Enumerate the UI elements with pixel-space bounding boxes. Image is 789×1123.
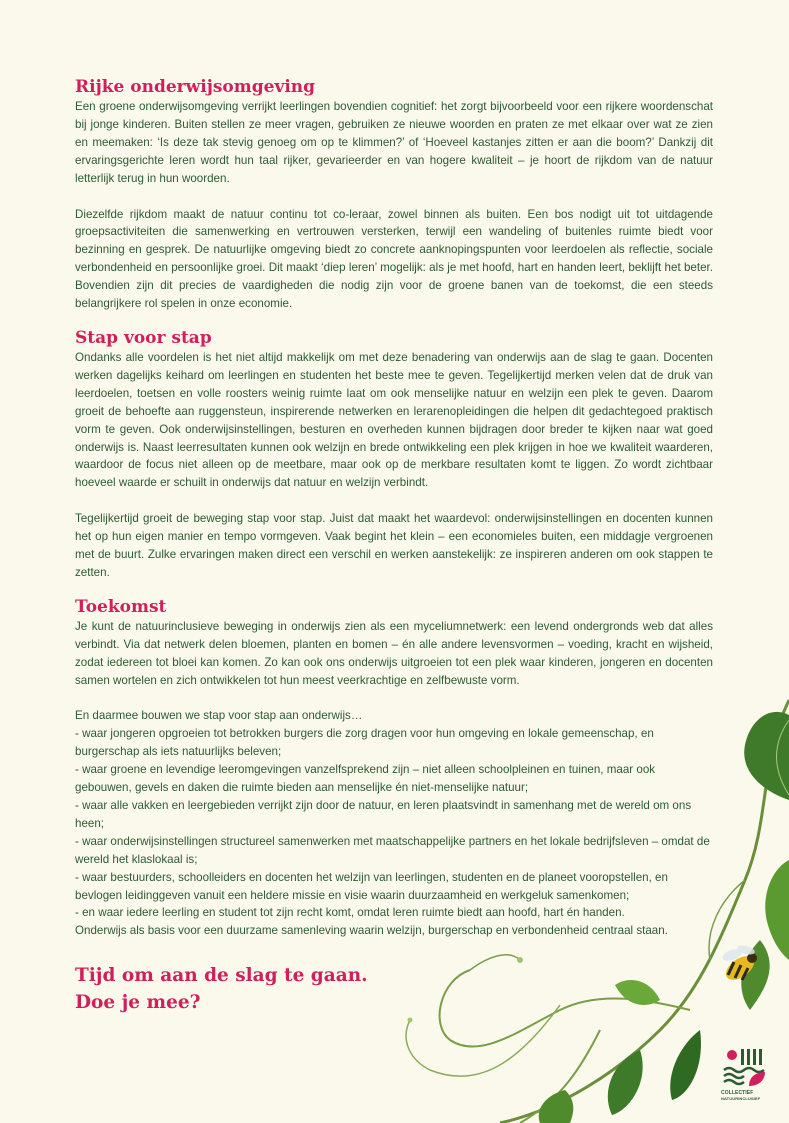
list-item: - waar alle vakken en leergebieden verrijkt zijn door de natuur, en leren plaatsvindt in samenhang met de wereld om ons heen; — [75, 799, 692, 830]
logo-mark-icon — [721, 1046, 767, 1088]
leaf — [608, 1050, 643, 1115]
list-item: - en waar iedere leerling en student tot zijn recht komt, omdat leren ruimte biedt aan hoofd, hart én handen. — [75, 906, 625, 920]
list-outro: Onderwijs als basis voor een duurzame samenleving waarin welzijn, burgerschap en verbondenheid centraal staan. — [75, 924, 668, 938]
closing-call-to-action — [75, 962, 713, 1016]
section-heading-stap-voor-stap: Stap voor stap — [75, 327, 212, 348]
collectief-natuurinclusief-logo — [721, 1046, 767, 1104]
leaf-vein — [777, 720, 789, 795]
paragraph: Diezelfde rijkdom maakt de natuur continu tot co-leraar, zowel binnen als buiten. Een bos nodigt uit tot uitdagende groepsactiviteiten die samenwerking en vertrouwen versterken, terwijl een wandeling of buitenles ruimte biedt voor bezinning en gesprek. De natuurlijke omgeving biedt zo concrete aanknopingspunten voor leerdoelen als reflectie, sociale verbondenheid en persoonlijke groei. Dit maakt ‘diep leren’ mogelijk: als je met hoofd, hart en handen leert, beklijft het beter. Bovendien zijn dit precies de vaardigheden die nodig zijn voor de groene banen van de toekomst, die een steeds belangrijkere rol spelen in onze economie. — [75, 207, 713, 311]
section-heading-rijke-onderwijsomgeving: Rijke onderwijsomgeving — [75, 77, 316, 97]
logo-text — [721, 1090, 767, 1102]
list-item: - waar onderwijsinstellingen structureel samenwerken met maatschappelijke partners en het lokale bedrijfsleven – omdat de wereld het klaslokaal is; — [75, 834, 710, 866]
leaf — [744, 712, 789, 800]
bee-illustration — [721, 944, 758, 985]
logo-line-2: NATUURINCLUSIEF — [721, 1096, 761, 1101]
closing-line-2: Doe je mee? — [75, 992, 201, 1014]
vine-tendril — [709, 880, 745, 960]
logo-line-1: COLLECTIEF — [721, 1090, 754, 1096]
list-intro: En daarmee bouwen we stap voor stap aan onderwijs… — [75, 709, 363, 723]
leaf — [741, 940, 769, 1010]
section-heading-toekomst: Toekomst — [75, 596, 167, 617]
list-item: - waar bestuurders, schoolleiders en docenten het welzijn van leerlingen, studenten en de planeet vooropstellen, en bevlogen leidinggeven vanuit een heldere missie en visie waarin duurzaamheid en werkgeluk samenkomen; — [75, 870, 668, 902]
leaf — [539, 1090, 574, 1123]
vine-tendril — [520, 1030, 600, 1123]
flower-bud — [408, 1018, 413, 1023]
leaf — [670, 1030, 701, 1100]
leaf — [765, 860, 789, 960]
paragraph: Je kunt de natuurinclusieve beweging in onderwijs zien als een myceliumnetwerk: een levend ondergronds web dat alles verbindt. Via dat netwerk delen bloemen, planten en bomen – én alle andere levensvormen – voeding, kracht en wijsheid, zodat iedereen tot bloei kan komen. Zo kan ook ons onderwijs uitgroeien tot een plek waar kinderen, jongeren en docenten samen wortelen en zich ontwikkelen tot hun meest veerkrachtige en zelfbewuste vorm. — [75, 619, 713, 687]
paragraph: Ondanks alle voordelen is het niet altijd makkelijk om met deze benadering van onderwijs aan de slag te gaan. Docenten werken dagelijks keihard om leerlingen en studenten het beste mee te geven. Tegelijkertijd merken velen dat de druk van leerdoelen, toetsen en volle roosters weinig ruimte laat om ook menselijke natuur en welzijn een plek te geven. Daarom groeit de behoefte aan ruggensteun, inspirerende netwerken en lerarenopleidingen die helpen dit gedachtegoed praktisch vorm te geven. Ook onderwijsinstellingen, besturen en overheden kunnen bijdragen door breder te kijken naar wat goed onderwijs is. Naast leerresultaten kunnen ook welzijn en brede ontwikkeling een plek krijgen in hoe we kwaliteit waarderen, waardoor de focus niet alleen op de meetbare, maar ook op de merkbare resultaten komt te liggen. Zo wordt zichtbaar hoeveel waarde er schuilt in onderwijs dat natuur en welzijn verbindt. — [75, 350, 713, 490]
paragraph: Tegelijkertijd groeit de beweging stap voor stap. Juist dat maakt het waardevol: onderwijsinstellingen en docenten kunnen het op hun eigen manier en tempo vormgeven. Vaak begint het klein – een economieles buiten, een middagje vergroenen met de buurt. Zulke ervaringen maken direct een verschil en werken aanstekelijk: ze inspireren anderen om ook stappen te zetten. — [75, 512, 713, 579]
article-body — [75, 76, 713, 1016]
list-item: - waar groene en levendige leeromgevingen vanzelfsprekend zijn – niet alleen schoolpleinen en tuinen, maar ook gebouwen, gevels en daken die ruimte bieden aan menselijke én niet-menselijke natuur; — [75, 763, 656, 795]
list-item: - waar jongeren opgroeien tot betrokken burgers die zorg dragen voor hun omgeving en lokale gemeenschap, en burgerschap als iets natuurlijks beleven; — [75, 727, 654, 759]
paragraph: Een groene onderwijsomgeving verrijkt leerlingen bovendien cognitief: het zorgt bijvoorbeeld voor een rijkere woordenschat bij jonge kinderen. Buiten stellen ze meer vragen, gebruiken ze nieuwe woorden en praten ze met elkaar over wat ze zien en meemaken: ‘Is deze tak stevig genoeg om op te klimmen?’ of ‘Hoeveel kastanjes zitten er aan die boom?’ Dankzij dit ervaringsgerichte leren wordt hun taal rijker, gevarieerder en van hogere kwaliteit – je hoort de rijkdom van de natuur letterlijk terug in hun woorden. — [75, 100, 713, 185]
closing-line-1: Tijd om aan de slag te gaan. — [75, 965, 368, 987]
